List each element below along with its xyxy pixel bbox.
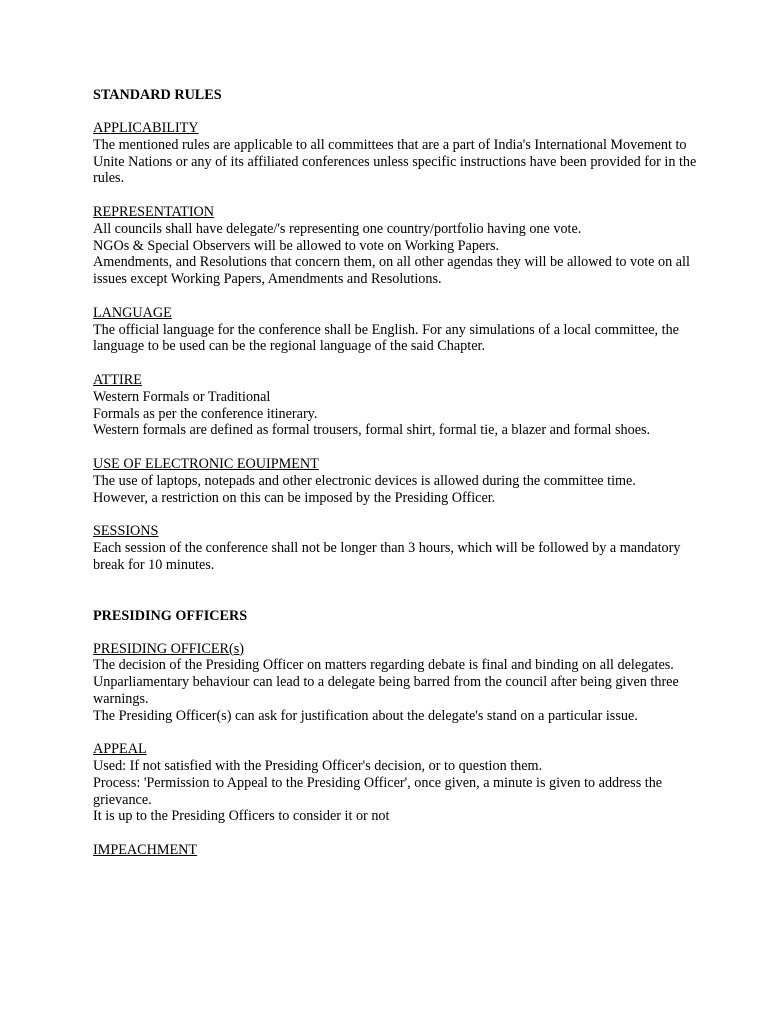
section-attire	[93, 372, 698, 439]
representation-heading: REPRESENTATION	[93, 203, 215, 220]
appeal-line-2: Process: 'Permission to Appeal to the Presiding Officer', once given, a minute is given to address the grievance.	[93, 774, 663, 808]
presiding-officers-line-2: Unparliamentary behaviour can lead to a delegate being barred from the council after being given three warnings.	[93, 674, 679, 707]
attire-line-1: Western Formals or Traditional	[93, 388, 271, 405]
section-impeachment	[93, 842, 698, 859]
representation-line-3: Amendments, and Resolutions that concern them, on all other agendas they will be allowed to vote on all issues except Working Papers, Amendments and Resolutions.	[93, 254, 690, 288]
sessions-heading: SESSIONS	[93, 523, 159, 540]
applicability-heading: APPLICABILITY	[93, 120, 199, 136]
presiding-officers-heading: PRESIDING OFFICER(s)	[93, 640, 244, 657]
electronic-equipment-line-1: The use of laptops, notepads and other electronic devices is allowed during the committee time.	[93, 472, 636, 489]
presiding-officers-line-3: The Presiding Officer(s) can ask for justification about the delegate's stand on a particular issue.	[93, 707, 638, 724]
language-text: The official language for the conference shall be English. For any simulations of a local committee, the language to be used can be the regional language of the said Chapter.	[93, 321, 679, 355]
representation-line-1: All councils shall have delegate/'s representing one country/portfolio having one vote.	[93, 220, 582, 237]
applicability-text: The mentioned rules are applicable to all committees that are a part of India's International Movement to Unite Nations or any of its affiliated conferences unless specific instructions have been provided for in the rules.	[93, 136, 697, 187]
language-heading: LANGUAGE	[93, 304, 172, 321]
electronic-equipment-heading: USE OF ELECTRONIC EOUIPMENT	[93, 455, 319, 472]
appeal-line-3: It is up to the Presiding Officers to consider it or not	[93, 808, 390, 825]
section-language	[93, 305, 698, 355]
sessions-text: Each session of the conference shall not be longer than 3 hours, which will be followed by a mandatory break for 10 minutes.	[93, 539, 681, 573]
representation-line-2: NGOs & Special Observers will be allowed to vote on Working Papers.	[93, 237, 500, 254]
presiding-officers-title: PRESIDING OFFICERS	[93, 607, 248, 624]
electronic-equipment-line-2: However, a restriction on this can be imposed by the Presiding Officer.	[93, 489, 496, 506]
attire-line-3: Western formals are defined as formal trousers, formal shirt, formal tie, a blazer and formal shoes.	[93, 422, 651, 439]
attire-heading: ATTIRE	[93, 371, 142, 388]
appeal-line-1: Used: If not satisfied with the Presiding Officer's decision, or to question them.	[93, 758, 543, 775]
section-representation	[93, 204, 698, 288]
presiding-officers-line-1: The decision of the Presiding Officer on matters regarding debate is final and binding on all delegates.	[93, 657, 674, 674]
section-applicability	[93, 120, 698, 187]
section-appeal	[93, 741, 698, 825]
standard-rules-title: STANDARD RULES	[93, 87, 222, 103]
appeal-heading: APPEAL	[93, 741, 147, 758]
impeachment-heading: IMPEACHMENT	[93, 842, 198, 859]
section-presiding-officers	[93, 641, 698, 725]
section-sessions	[93, 523, 698, 573]
attire-line-2: Formals as per the conference itinerary.	[93, 405, 318, 422]
section-electronic-equipment	[93, 456, 698, 506]
